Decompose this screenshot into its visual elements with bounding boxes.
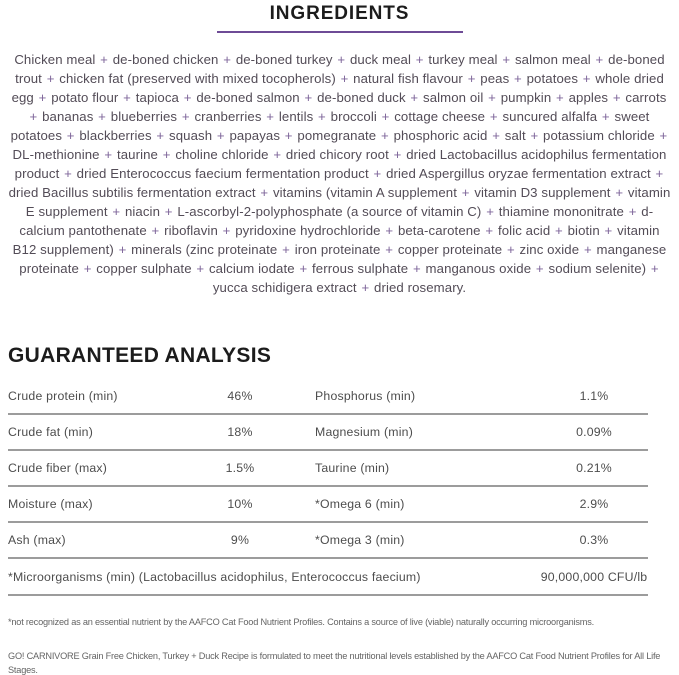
plus-separator: + [333, 52, 349, 67]
plus-separator: + [611, 185, 627, 200]
plus-separator: + [192, 261, 208, 276]
analysis-row [8, 523, 648, 559]
guaranteed-analysis-table [8, 379, 648, 596]
plus-separator: + [108, 204, 124, 219]
plus-separator: + [178, 109, 194, 124]
plus-separator: + [579, 71, 595, 86]
nutrient-value: 9% [230, 533, 250, 547]
plus-separator: + [600, 223, 617, 238]
nutrient-label: Moisture (max) [8, 497, 93, 511]
plus-separator: + [457, 185, 474, 200]
plus-separator: + [152, 128, 169, 143]
plus-separator: + [598, 109, 614, 124]
plus-separator: + [269, 147, 285, 162]
plus-separator: + [381, 242, 397, 257]
nutrient-label: *Microorganisms (min) (Lactobacillus acidophilus, Enterococcus faecium) [8, 569, 421, 584]
nutrient-label: Phosphorus (min) [315, 389, 416, 403]
plus-separator: + [300, 90, 317, 105]
plus-separator: + [281, 128, 297, 143]
analysis-row [8, 379, 648, 415]
plus-separator: + [651, 166, 664, 181]
plus-separator: + [389, 147, 406, 162]
plus-separator: + [336, 71, 353, 86]
nutrient-value: 2.9% [579, 497, 609, 511]
plus-separator: + [609, 90, 625, 105]
plus-separator: + [63, 128, 79, 143]
plus-separator: + [488, 128, 504, 143]
nutrient-value: 46% [227, 389, 253, 403]
plus-separator: + [655, 128, 668, 143]
nutrient-value: 1.5% [225, 461, 255, 475]
nutrient-value: 0.3% [579, 533, 609, 547]
plus-separator: + [463, 71, 480, 86]
nutrient-label: Ash (max) [8, 533, 66, 547]
plus-separator: + [482, 204, 498, 219]
nutrient-value: 0.21% [576, 461, 612, 475]
ingredients-paragraph: Chicken meal + de-boned chicken + de-boned turkey + duck meal + turkey meal + salmon meal + de-boned trout + chicken fat (preserved with mixed tocopherols) + natural fish flavour + peas + potatoes + whole dried egg + potato flour + tapioca + de-boned salmon + de-boned duck + salmon oil + pumpkin + apples + carrots + bananas + blueberries + cranberries + lentils + broccoli + cottage cheese + suncured alfalfa + sweet potatoes + blackberries + squash + papayas + pomegranate + phosphoric acid + salt + potassium chloride + DL-methionine + taurine + choline chloride + dried chicory root + dried Lactobacillus acidophilus fermentation product + dried Enterococcus faecium fermentation product + dried Aspergillus oryzae fermentation extract + dried Bacillus subtilis fermentation extract + vitamins (vitamin A supplement + vitamin D3 supplement + vitamin E supplement + niacin + L-ascorbyl-2-polyphosphate (a source of vitamin C) + thiamine mononitrate + d-calcium pantothenate + riboflavin + pyridoxine hydrochloride + beta-carotene + folic acid + biotin + vitamin B12 supplement) + minerals (zinc proteinate + iron proteinate + copper proteinate + zinc oxide + manganese proteinate + copper sulphate + calcium iodate + ferrous sulphate + manganous oxide + sodium selenite) + yucca schidigera extract + dried rosemary. [8, 52, 671, 295]
plus-separator: + [377, 109, 394, 124]
ingredients-heading: INGREDIENTS [269, 3, 410, 24]
plus-separator: + [498, 52, 514, 67]
nutrient-label: Taurine (min) [315, 461, 390, 475]
plus-separator: + [147, 223, 164, 238]
plus-separator: + [381, 223, 397, 238]
plus-separator: + [532, 261, 548, 276]
plus-separator: + [100, 147, 116, 162]
plus-separator: + [624, 204, 641, 219]
nutrient-label: Crude fat (min) [8, 425, 94, 439]
plus-separator: + [262, 109, 278, 124]
plus-separator: + [591, 52, 608, 67]
plus-separator: + [580, 242, 596, 257]
analysis-row-microorganisms [8, 559, 648, 596]
plus-separator: + [158, 147, 175, 162]
plus-separator: + [409, 261, 425, 276]
plus-separator: + [369, 166, 386, 181]
plus-separator: + [411, 52, 428, 67]
plus-separator: + [114, 242, 131, 257]
plus-separator: + [34, 90, 51, 105]
nutrient-label: Magnesium (min) [315, 425, 413, 439]
analysis-row [8, 415, 648, 451]
nutrient-value: 0.09% [576, 425, 612, 439]
formulation-statement: GO! CARNIVORE Grain Free Chicken, Turkey + Duck Recipe is formulated to meet the nutritional levels established by the AAFCO Cat Food Nutrient Profiles for All Life Stages. [8, 651, 661, 675]
plus-separator: + [377, 128, 393, 143]
aafco-footnote: *not recognized as an essential nutrient by the AAFCO Cat Food Nutrient Profiles. Contains a source of live (viable) naturally occurring microorganisms. [8, 617, 594, 627]
plus-separator: + [256, 185, 272, 200]
plus-separator: + [96, 52, 112, 67]
plus-separator: + [179, 90, 196, 105]
analysis-row [8, 451, 648, 487]
plus-separator: + [79, 261, 96, 276]
plus-separator: + [314, 109, 330, 124]
nutrient-value: 90,000,000 CFU/lb [540, 569, 648, 584]
plus-separator: + [94, 109, 110, 124]
plus-separator: + [552, 90, 568, 105]
plus-separator: + [481, 223, 497, 238]
nutrient-label: *Omega 6 (min) [315, 497, 405, 511]
plus-separator: + [486, 109, 502, 124]
nutrient-label: *Omega 3 (min) [315, 533, 405, 547]
plus-separator: + [213, 128, 229, 143]
plus-separator: + [278, 242, 294, 257]
plus-separator: + [218, 223, 235, 238]
nutrient-label: Crude fiber (max) [8, 461, 108, 475]
plus-separator: + [119, 90, 135, 105]
plus-separator: + [161, 204, 177, 219]
nutrient-label: Crude protein (min) [8, 389, 118, 403]
plus-separator: + [357, 280, 374, 295]
plus-separator: + [647, 261, 659, 276]
guaranteed-analysis-heading: GUARANTEED ANALYSIS [8, 344, 272, 367]
plus-separator: + [29, 109, 42, 124]
plus-separator: + [503, 242, 519, 257]
purple-divider [217, 31, 463, 33]
plus-separator: + [526, 128, 543, 143]
analysis-row [8, 487, 648, 523]
nutrient-value: 10% [227, 497, 253, 511]
plus-separator: + [295, 261, 312, 276]
nutrient-value: 1.1% [579, 389, 609, 403]
plus-separator: + [219, 52, 235, 67]
plus-separator: + [484, 90, 500, 105]
plus-separator: + [60, 166, 76, 181]
plus-separator: + [510, 71, 526, 86]
plus-separator: + [551, 223, 567, 238]
nutrient-value: 18% [227, 425, 253, 439]
plus-separator: + [406, 90, 422, 105]
plus-separator: + [42, 71, 59, 86]
